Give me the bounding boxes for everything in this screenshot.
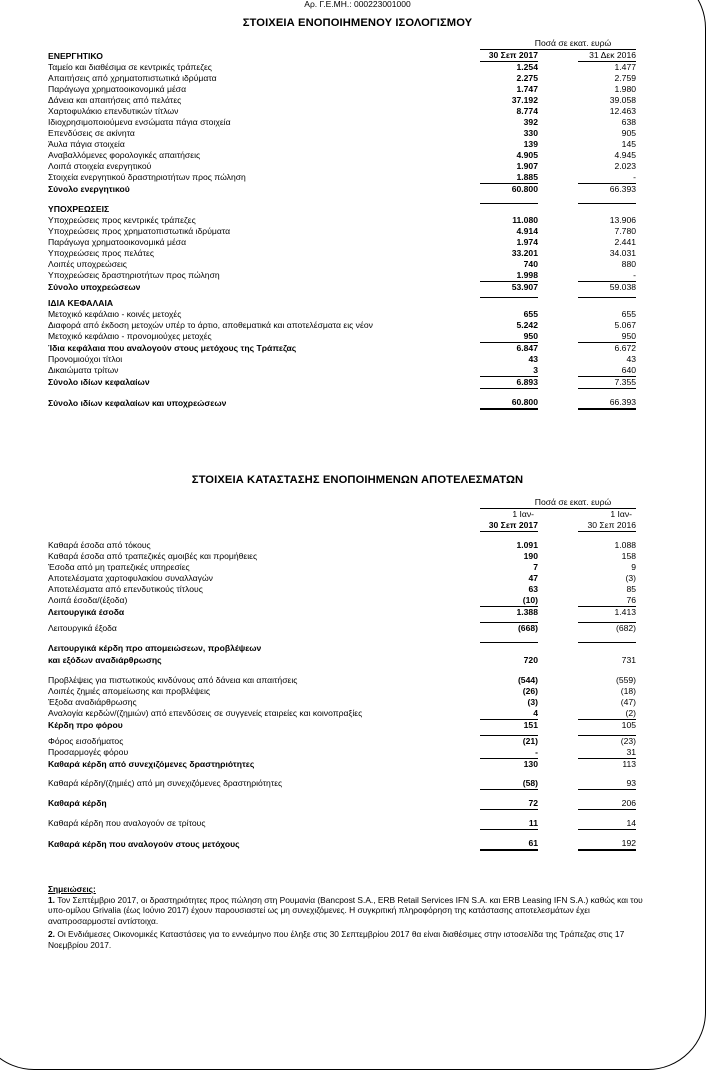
equity-total-label: Σύνολο ιδίων κεφαλαίων — [48, 377, 150, 387]
provision-row-label: Έξοδα αναδιάρθρωσης — [48, 697, 137, 707]
equity-other-row — [48, 365, 636, 377]
balance-sheet-table — [48, 37, 636, 410]
income-row-label: Καθαρά έσοδα από τραπεζικές αμοιβές και προμήθειες — [48, 551, 258, 561]
tax-prior: (23) — [578, 736, 636, 748]
discontinued-prior: 93 — [578, 778, 636, 790]
balance-sheet — [48, 37, 636, 410]
equity-row-label: Διαφορά από έκδοση μετοχών υπέρ το άρτιο, αποθεματικά και αποτελέσματα εις νέον — [48, 320, 373, 330]
asset-row-current: 37.192 — [511, 95, 538, 105]
income-col2-a: 1 Ιαν- — [610, 509, 633, 519]
income-col2-b: 30 Σεπ 2016 — [578, 520, 636, 532]
income-statement-title: ΣΤΟΙΧΕΙΑ ΚΑΤΑΣΤΑΣΗΣ ΕΝΟΠΟΙΗΜΕΝΩΝ ΑΠΟΤΕΛΕΣΜΑΤΩΝ — [191, 474, 524, 486]
liability-row-prior: 34.031 — [609, 248, 637, 258]
note-2-number: 2. — [48, 929, 55, 940]
income-statement-table — [48, 496, 636, 851]
equity-other-row — [48, 354, 636, 365]
income-row-current: 7 — [533, 562, 538, 572]
owners-profit-current: 61 — [480, 838, 538, 850]
asset-row-label: Ταμείο και διαθέσιμα σε κεντρικές τράπεζες — [48, 61, 212, 72]
asset-row-label: Απαιτήσεις από χρηματοπιστωτικά ιδρύματα — [48, 73, 217, 83]
income-row-label: Αποτελέσματα από επενδυτικούς τίτλους — [48, 584, 203, 594]
liability-row-label: Λοιπές υποχρεώσεις — [48, 259, 127, 269]
income-row-prior: 76 — [578, 595, 636, 607]
grand-total-label: Σύνολο ιδίων κεφαλαίων και υποχρεώσεων — [48, 397, 227, 408]
provision-row-prior: (2) — [578, 708, 636, 720]
provision-row-label: Αναλογία κερδών/(ζημιών) από επενδύσεις σε συγγενείς εταιρείες και κοινοπραξίες — [48, 708, 363, 719]
note-1 — [48, 895, 644, 927]
liabilities-heading: ΥΠΟΧΡΕΩΣΕΙΣ — [48, 203, 110, 214]
owners-profit-prior: 192 — [578, 838, 636, 850]
pbt-label: Κέρδη προ φόρου — [48, 719, 123, 730]
income-row-prior: 85 — [626, 584, 637, 594]
liability-row — [48, 215, 636, 226]
liability-row — [48, 270, 636, 282]
income-row-current: 190 — [523, 551, 538, 561]
pbt-prior: 105 — [578, 720, 636, 732]
op-expenses-prior: (682) — [578, 623, 636, 635]
asset-row-prior: 1.477 — [614, 62, 637, 72]
note-1-number: 1. — [48, 894, 55, 905]
pre-provision-current: 720 — [523, 655, 538, 665]
asset-row — [48, 73, 636, 84]
liability-row — [48, 248, 636, 259]
liability-row-current: 33.201 — [511, 248, 538, 258]
minority-label: Καθαρά κέρδη που αναλογούν σε τρίτους — [48, 818, 206, 829]
asset-row-prior: 638 — [621, 117, 637, 127]
equity-other-row-label: Προνομιούχοι τίτλοι — [48, 354, 123, 364]
minority-current: 11 — [480, 818, 538, 830]
asset-row-prior: 4.945 — [614, 150, 637, 160]
asset-row-label: Στοιχεία ενεργητικού δραστηριοτήτων προς πώληση — [48, 172, 246, 183]
asset-row-current: 392 — [523, 117, 538, 127]
asset-row — [48, 161, 636, 172]
liability-row — [48, 237, 636, 248]
income-row-label: Λοιπά έσοδα/(έξοδα) — [48, 595, 128, 606]
assets-total-label: Σύνολο ενεργητικού — [48, 183, 130, 194]
asset-row — [48, 106, 636, 117]
equity-other-row-prior: 43 — [626, 354, 637, 364]
asset-row — [48, 139, 636, 150]
minority-prior: 14 — [578, 818, 636, 830]
provision-row — [48, 686, 636, 697]
provision-row — [48, 697, 636, 708]
income-row-prior: 158 — [621, 551, 637, 561]
unit-label: Ποσά σε εκατ. ευρώ — [480, 37, 636, 50]
income-row-label: Έσοδα από μη τραπεζικές υπηρεσίες — [48, 562, 190, 572]
income-row-current: 63 — [528, 584, 538, 594]
notes-title: Σημειώσεις: — [48, 884, 96, 894]
provision-row-current: (544) — [517, 675, 538, 685]
asset-row-prior: 905 — [621, 128, 637, 138]
equity-owners-prior: 6.672 — [578, 343, 636, 355]
col-header-current: 30 Σεπ 2017 — [480, 50, 538, 62]
op-income-label: Λειτουργικά έσοδα — [48, 606, 125, 617]
asset-row-label: Ιδιοχρησιμοποιούμενα ενσώματα πάγια στοιχεία — [48, 117, 231, 127]
asset-row-current: 1.885 — [480, 172, 538, 184]
continuing-label: Καθαρά κέρδη από συνεχιζόμενες δραστηριότητες — [48, 758, 255, 769]
note-2 — [48, 929, 644, 950]
provision-row — [48, 708, 636, 720]
income-row-prior: 9 — [631, 562, 637, 572]
provision-row-prior: (47) — [620, 697, 637, 707]
pre-provision-label-line1: Λειτουργικά κέρδη προ απομειώσεων, προβλέψεων — [48, 642, 262, 653]
asset-row-current: 8.774 — [516, 106, 538, 116]
equity-row-current: 5.242 — [516, 320, 538, 330]
income-row-current: (10) — [480, 595, 538, 607]
tax-adj-label: Προσαρμογές φόρου — [48, 747, 129, 758]
income-row-current: 47 — [528, 573, 538, 583]
income-row-prior: (3) — [625, 573, 637, 583]
asset-row-prior: 145 — [621, 139, 637, 149]
liability-row-label: Υποχρεώσεις προς πελάτες — [48, 248, 154, 258]
equity-row-label: Μετοχικό κεφάλαιο - κοινές μετοχές — [48, 309, 182, 319]
equity-total-current: 6.893 — [480, 377, 538, 389]
provision-row-prior: (18) — [620, 686, 637, 696]
assets-heading: ΕΝΕΡΓΗΤΙΚΟ — [48, 50, 103, 61]
asset-row-label: Δάνεια και απαιτήσεις από πελάτες — [48, 95, 182, 105]
asset-row — [48, 62, 636, 74]
income-unit-label: Ποσά σε εκατ. ευρώ — [480, 496, 636, 509]
net-profit-prior: 206 — [578, 798, 636, 810]
asset-row — [48, 117, 636, 128]
liability-row-current: 4.914 — [516, 226, 538, 236]
income-row — [48, 562, 636, 573]
tax-adj-prior: 31 — [626, 747, 637, 757]
discontinued-current: (58) — [480, 778, 538, 790]
liability-row-prior: - — [578, 270, 636, 282]
asset-row-prior: 2.759 — [614, 73, 637, 83]
provision-row-current: (3) — [527, 697, 538, 707]
asset-row-label: Χαρτοφυλάκιο επενδυτικών τίτλων — [48, 106, 179, 116]
equity-owners-current: 6.847 — [480, 343, 538, 355]
asset-row-current: 1.907 — [516, 161, 538, 171]
asset-row-prior: 12.463 — [609, 106, 637, 116]
equity-row-current: 655 — [523, 309, 538, 319]
pbt-current: 151 — [480, 720, 538, 732]
asset-row-prior: 39.058 — [609, 95, 637, 105]
liability-row-label: Παράγωγα χρηματοοικονομικά μέσα — [48, 237, 187, 247]
provision-row-current: (26) — [522, 686, 538, 696]
col-header-prior: 31 Δεκ 2016 — [578, 50, 636, 62]
liability-row-label: Υποχρεώσεις δραστηριοτήτων προς πώληση — [48, 270, 220, 281]
balance-sheet-title: ΣΤΟΙΧΕΙΑ ΕΝΟΠΟΙΗΜΕΝΟΥ ΙΣΟΛΟΓΙΣΜΟΥ — [242, 17, 473, 29]
continuing-prior: 113 — [578, 759, 636, 771]
op-income-prior: 1.413 — [578, 607, 636, 619]
income-row — [48, 584, 636, 595]
asset-row-prior: 1.980 — [614, 84, 637, 94]
pre-provision-label-line2: και εξόδων αναδιάρθρωσης — [48, 655, 162, 665]
income-row — [48, 595, 636, 607]
liability-row-current: 1.974 — [516, 237, 538, 247]
asset-row — [48, 172, 636, 184]
asset-row-prior: 2.023 — [614, 161, 637, 171]
liabilities-total-label: Σύνολο υποχρεώσεων — [48, 281, 141, 292]
liability-row-current: 1.998 — [480, 270, 538, 282]
income-statement — [48, 496, 636, 851]
liability-row-prior: 13.906 — [609, 215, 637, 225]
continuing-current: 130 — [480, 759, 538, 771]
liability-row-current: 740 — [523, 259, 538, 269]
pre-provision-prior: 731 — [621, 655, 637, 665]
tax-adj-current: - — [535, 747, 538, 757]
equity-other-row-prior: 640 — [578, 365, 636, 377]
provision-row-prior: (559) — [615, 675, 637, 685]
income-row-prior: 1.088 — [614, 540, 637, 550]
op-income-current: 1.388 — [480, 607, 538, 619]
provision-row-label: Λοιπές ζημιές απομείωσης και προβλέψεις — [48, 686, 211, 696]
income-col1-a: 1 Ιαν- — [512, 509, 534, 519]
asset-row-label: Επενδύσεις σε ακίνητα — [48, 128, 135, 138]
asset-row-current: 139 — [523, 139, 538, 149]
asset-row-current: 1.747 — [516, 84, 538, 94]
equity-row-current: 950 — [480, 331, 538, 343]
note-2-text: Οι Ενδιάμεσες Οικονομικές Καταστάσεις για το εννεάμηνο που έληξε στις 30 Σεπτεμβρίου 2017 θα είναι διαθέσιμες στην ιστοσελίδα της Τράπεζας στις 17 Νοεμβρίου 2017. — [48, 929, 625, 950]
assets-total-prior: 66.393 — [578, 184, 636, 196]
equity-total-prior: 7.355 — [578, 377, 636, 389]
tax-label: Φόρος εισοδήματος — [48, 735, 124, 746]
income-row — [48, 573, 636, 584]
equity-heading: ΙΔΙΑ ΚΕΦΑΛΑΙΑ — [48, 297, 114, 308]
provision-row-label: Προβλέψεις για πιστωτικούς κινδύνους από δάνεια και απαιτήσεις — [48, 675, 298, 685]
provision-row-current: 4 — [480, 708, 538, 720]
liability-row — [48, 226, 636, 237]
op-expenses-label: Λειτουργικά έξοδα — [48, 622, 117, 633]
equity-row-prior: 5.067 — [614, 320, 637, 330]
income-row — [48, 551, 636, 562]
liabilities-total-prior: 59.038 — [578, 282, 636, 294]
assets-total-current: 60.800 — [480, 184, 538, 196]
income-row-label: Αποτελέσματα χαρτοφυλακίου συναλλαγών — [48, 573, 213, 583]
equity-owners-label: Ίδια κεφάλαια που αναλογούν στους μετόχους της Τράπεζας — [48, 342, 297, 353]
liability-row-label: Υποχρεώσεις προς κεντρικές τράπεζες — [48, 215, 196, 225]
asset-row-current: 2.275 — [516, 73, 538, 83]
tax-current: (21) — [480, 736, 538, 748]
income-row — [48, 540, 636, 551]
liability-row-current: 11.080 — [512, 215, 538, 225]
liabilities-total-current: 53.907 — [480, 282, 538, 294]
liability-row — [48, 259, 636, 270]
asset-row — [48, 128, 636, 139]
income-col1-b: 30 Σεπ 2017 — [480, 520, 538, 532]
asset-row-label: Παράγωγα χρηματοοικονομικά μέσα — [48, 84, 187, 94]
grand-total-current: 60.800 — [480, 397, 538, 409]
income-row-label: Καθαρά έσοδα από τόκους — [48, 540, 151, 550]
notes — [48, 884, 644, 954]
net-profit-label: Καθαρά κέρδη — [48, 798, 107, 809]
equity-row-label: Μετοχικό κεφάλαιο - προνομιούχες μετοχές — [48, 331, 212, 342]
asset-row-current: 4.905 — [516, 150, 538, 160]
op-expenses-current: (668) — [480, 623, 538, 635]
liability-row-label: Υποχρεώσεις προς χρηματοπιστωτικά ιδρύματα — [48, 226, 231, 236]
note-1-text: Τον Σεπτέμβριο 2017, οι δραστηριότητες προς πώληση στη Ρουμανία (Bancpost S.A., ERB Retail Services IFN S.A. και ERB Leasing IFN S.A.) καθώς και του υπο-ομίλου Grivalia (έως Ιούνιο 2017) έχουν παρουσιαστεί ως μη συνεχιζόμενες. Η συγκριτική πληροφόρηση της κατάστασης αποτελεσμάτων έχει αναπροσαρμοστεί αντίστοιχα. — [48, 894, 643, 926]
asset-row-label: Λοιπά στοιχεία ενεργητικού — [48, 161, 152, 171]
owners-profit-label: Καθαρά κέρδη που αναλογούν στους μετόχους — [48, 838, 240, 849]
asset-row — [48, 95, 636, 106]
liability-row-prior: 2.441 — [614, 237, 637, 247]
equity-row-prior: 655 — [621, 309, 637, 319]
equity-row — [48, 331, 636, 343]
equity-row-prior: 950 — [578, 331, 636, 343]
asset-row-prior: - — [578, 172, 636, 184]
net-profit-current: 72 — [480, 798, 538, 810]
asset-row-current: 1.254 — [516, 62, 538, 72]
asset-row-current: 330 — [523, 128, 538, 138]
equity-other-row-current: 3 — [480, 365, 538, 377]
equity-other-row-label: Δικαιώματα τρίτων — [48, 365, 119, 376]
grand-total-prior: 66.393 — [578, 397, 636, 409]
income-row-current: 1.091 — [516, 540, 538, 550]
asset-row-label: Αναβαλλόμενες φορολογικές απαιτήσεις — [48, 150, 201, 160]
asset-row — [48, 150, 636, 161]
equity-row — [48, 309, 636, 320]
equity-row — [48, 320, 636, 331]
discontinued-label: Καθαρά κέρδη/(ζημιές) από μη συνεχιζόμενες δραστηριότητες — [48, 778, 283, 789]
asset-row — [48, 84, 636, 95]
asset-row-label: Άυλα πάγια στοιχεία — [48, 139, 125, 149]
liability-row-prior: 880 — [621, 259, 637, 269]
equity-other-row-current: 43 — [528, 354, 538, 364]
provision-row — [48, 675, 636, 686]
registry-number: Αρ. Γ.Ε.ΜΗ.: 000223001000 — [304, 0, 411, 9]
liability-row-prior: 7.780 — [614, 226, 637, 236]
